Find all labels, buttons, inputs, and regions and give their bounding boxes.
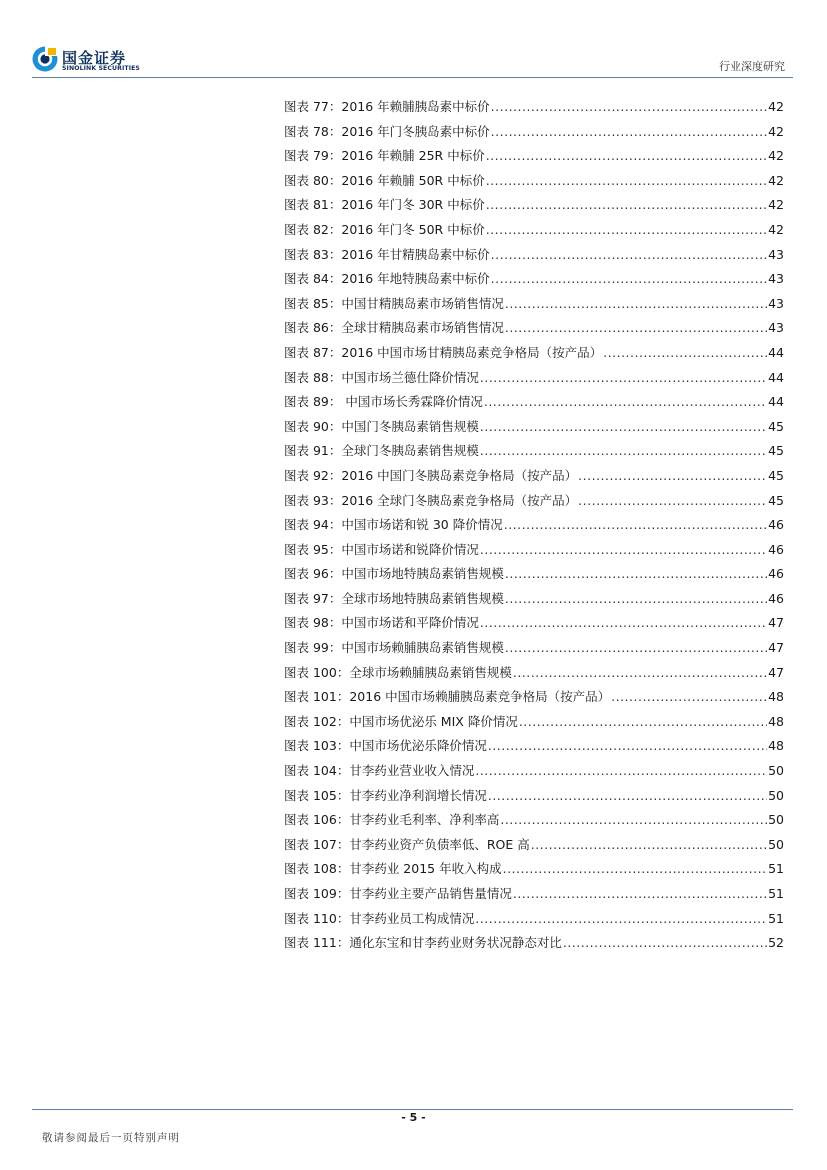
toc-dot-leader <box>519 715 767 729</box>
toc-entry-page: 51 <box>768 910 784 926</box>
toc-entry-title: 图表 106：甘李药业毛利率、净利率高 <box>284 812 500 828</box>
toc-entry-title: 图表 93：2016 全球门冬胰岛素竞争格局（按产品） <box>284 492 578 508</box>
toc-entry-page: 42 <box>768 172 784 188</box>
toc-dot-leader <box>563 936 767 950</box>
toc-dot-leader <box>505 641 767 655</box>
toc-entry[interactable] <box>284 420 784 445</box>
toc-entry[interactable] <box>284 469 784 494</box>
toc-entry-page: 42 <box>768 148 784 164</box>
toc-entry[interactable] <box>284 174 784 199</box>
toc-entry[interactable] <box>284 543 784 568</box>
toc-entry-page: 45 <box>768 418 784 434</box>
toc-entry-page: 48 <box>768 689 784 705</box>
toc-entry-page: 48 <box>768 738 784 754</box>
toc-entry-page: 45 <box>768 443 784 459</box>
toc-entry-page: 44 <box>768 369 784 385</box>
toc-dot-leader <box>505 592 767 606</box>
toc-entry-page: 45 <box>768 492 784 508</box>
toc-entry-title: 图表 98：中国市场诺和平降价情况 <box>284 615 479 631</box>
toc-entry[interactable] <box>284 912 784 937</box>
toc-dot-leader <box>480 420 767 434</box>
page-header <box>0 0 827 80</box>
toc-entry[interactable] <box>284 887 784 912</box>
header-divider <box>32 77 793 78</box>
toc-entry-title: 图表 82：2016 年门冬 50R 中标价 <box>284 221 485 237</box>
toc-entry-title: 图表 100：全球市场赖脯胰岛素销售规模 <box>284 664 512 680</box>
toc-dot-leader <box>505 297 767 311</box>
company-logo <box>32 46 160 76</box>
toc-entry-page: 42 <box>768 221 784 237</box>
toc-entry[interactable] <box>284 272 784 297</box>
toc-entry-page: 52 <box>768 935 784 951</box>
toc-dot-leader <box>475 764 767 778</box>
report-type-label: 行业深度研究 <box>719 60 785 73</box>
toc-entry[interactable] <box>284 739 784 764</box>
toc-entry-title: 图表 78：2016 年门冬胰岛素中标价 <box>284 123 490 139</box>
toc-entry[interactable] <box>284 321 784 346</box>
page-number: - 5 - <box>401 1111 426 1124</box>
toc-dot-leader <box>531 838 767 852</box>
toc-entry[interactable] <box>284 690 784 715</box>
toc-entry-title: 图表 104：甘李药业营业收入情况 <box>284 763 475 779</box>
toc-entry[interactable] <box>284 666 784 691</box>
toc-entry-title: 图表 102：中国市场优泌乐 MIX 降价情况 <box>284 713 518 729</box>
toc-entry-page: 43 <box>768 295 784 311</box>
footer-divider <box>32 1109 793 1110</box>
toc-dot-leader <box>491 125 767 139</box>
toc-entry-page: 44 <box>768 394 784 410</box>
toc-entry-page: 43 <box>768 271 784 287</box>
toc-entry-title: 图表 88：中国市场兰德仕降价情况 <box>284 369 479 385</box>
toc-dot-leader <box>491 100 767 114</box>
toc-entry-title: 图表 83：2016 年甘精胰岛素中标价 <box>284 246 490 262</box>
toc-dot-leader <box>505 567 767 581</box>
toc-dot-leader <box>480 616 767 630</box>
logo-mark-icon <box>32 46 58 72</box>
toc-entry[interactable] <box>284 838 784 863</box>
toc-dot-leader <box>513 666 767 680</box>
toc-entry[interactable] <box>284 641 784 666</box>
toc-dot-leader <box>513 887 767 901</box>
toc-dot-leader <box>488 739 767 753</box>
toc-entry-page: 42 <box>768 197 784 213</box>
toc-entry-title: 图表 92：2016 中国门冬胰岛素竞争格局（按产品） <box>284 467 578 483</box>
toc-entry-title: 图表 94：中国市场诺和锐 30 降价情况 <box>284 517 503 533</box>
toc-entry-title: 图表 79：2016 年赖脯 25R 中标价 <box>284 148 485 164</box>
toc-dot-leader <box>500 813 767 827</box>
toc-entry-page: 46 <box>768 517 784 533</box>
toc-entry[interactable] <box>284 223 784 248</box>
toc-dot-leader <box>504 518 767 532</box>
toc-entry[interactable] <box>284 444 784 469</box>
toc-entry-page: 47 <box>768 640 784 656</box>
logo-text-en: SINOLINK SECURITIES <box>62 65 140 72</box>
toc-entry-page: 48 <box>768 713 784 729</box>
toc-entry[interactable] <box>284 371 784 396</box>
toc-entry-page: 42 <box>768 123 784 139</box>
toc-entry-page: 47 <box>768 615 784 631</box>
toc-dot-leader <box>480 543 767 557</box>
toc-entry[interactable] <box>284 395 784 420</box>
toc-entry-title: 图表 77：2016 年赖脯胰岛素中标价 <box>284 99 490 114</box>
toc-entry[interactable] <box>284 346 784 371</box>
toc-entry[interactable] <box>284 789 784 814</box>
toc-entry-page: 46 <box>768 566 784 582</box>
toc-entry[interactable] <box>284 494 784 519</box>
toc-entry[interactable] <box>284 125 784 150</box>
toc-entry[interactable] <box>284 100 784 125</box>
toc-entry-page: 46 <box>768 590 784 606</box>
toc-dot-leader <box>505 321 767 335</box>
toc-dot-leader <box>578 469 767 483</box>
toc-entry-title: 图表 81：2016 年门冬 30R 中标价 <box>284 197 485 213</box>
toc-entry-title: 图表 89： 中国市场长秀霖降价情况 <box>284 394 483 410</box>
toc-entry-title: 图表 96：中国市场地特胰岛素销售规模 <box>284 566 504 582</box>
toc-entry[interactable] <box>284 149 784 174</box>
toc-entry[interactable] <box>284 715 784 740</box>
toc-entry[interactable] <box>284 592 784 617</box>
toc-entry-title: 图表 80：2016 年赖脯 50R 中标价 <box>284 172 485 188</box>
toc-dot-leader <box>480 444 767 458</box>
toc-entry[interactable] <box>284 297 784 322</box>
toc-dot-leader <box>486 149 767 163</box>
toc-entry[interactable] <box>284 813 784 838</box>
toc-entry-title: 图表 111：通化东宝和甘李药业财务状况静态对比 <box>284 935 562 951</box>
toc-dot-leader <box>491 248 767 262</box>
toc-entry-title: 图表 87：2016 中国市场甘精胰岛素竞争格局（按产品） <box>284 344 603 360</box>
toc-entry-page: 44 <box>768 344 784 360</box>
toc-dot-leader <box>603 346 767 360</box>
toc-dot-leader <box>486 223 767 237</box>
toc-entry-page: 50 <box>768 787 784 803</box>
toc-entry-page: 50 <box>768 836 784 852</box>
logo-text-cn: 国金证券 <box>62 49 127 67</box>
toc-entry-page: 43 <box>768 246 784 262</box>
toc-entry-title: 图表 90：中国门冬胰岛素销售规模 <box>284 418 479 434</box>
toc-entry-title: 图表 84：2016 年地特胰岛素中标价 <box>284 271 490 287</box>
toc-entry-title: 图表 110：甘李药业员工构成情况 <box>284 910 475 926</box>
toc-dot-leader <box>611 690 767 704</box>
toc-entry[interactable] <box>284 616 784 641</box>
toc-entry-title: 图表 101：2016 中国市场赖脯胰岛素竞争格局（按产品） <box>284 689 611 705</box>
disclaimer-note: 敬请参阅最后一页特别声明 <box>42 1132 180 1144</box>
toc-entry-page: 50 <box>768 812 784 828</box>
toc-entry-title: 图表 108：甘李药业 2015 年收入构成 <box>284 861 502 877</box>
toc-entry-page: 46 <box>768 541 784 557</box>
toc-entry-title: 图表 109：甘李药业主要产品销售量情况 <box>284 886 512 901</box>
toc-entry[interactable] <box>284 518 784 543</box>
toc-dot-leader <box>491 272 767 286</box>
toc-entry-page: 47 <box>768 664 784 680</box>
toc-dot-leader <box>486 174 767 188</box>
toc-entry-page: 42 <box>768 99 784 114</box>
toc-entry-title: 图表 103：中国市场优泌乐降价情况 <box>284 738 487 754</box>
toc-dot-leader <box>486 198 767 212</box>
toc-entry-title: 图表 86：全球甘精胰岛素市场销售情况 <box>284 320 504 336</box>
toc-entry-page: 43 <box>768 320 784 336</box>
toc-entry-page: 51 <box>768 886 784 901</box>
toc-entry[interactable] <box>284 198 784 223</box>
toc-entry-page: 50 <box>768 763 784 779</box>
toc-entry-title: 图表 85：中国甘精胰岛素市场销售情况 <box>284 295 504 311</box>
table-of-figures <box>284 100 784 961</box>
toc-dot-leader <box>578 494 767 508</box>
toc-dot-leader <box>484 395 767 409</box>
toc-entry[interactable] <box>284 936 784 961</box>
toc-entry-title: 图表 107：甘李药业资产负债率低、ROE 高 <box>284 836 530 852</box>
toc-entry-page: 45 <box>768 467 784 483</box>
toc-dot-leader <box>503 862 768 876</box>
toc-entry-title: 图表 97：全球市场地特胰岛素销售规模 <box>284 590 504 606</box>
toc-dot-leader <box>488 789 767 803</box>
toc-entry-page: 51 <box>768 861 784 877</box>
toc-entry-title: 图表 99：中国市场赖脯胰岛素销售规模 <box>284 640 504 656</box>
toc-entry-title: 图表 91：全球门冬胰岛素销售规模 <box>284 443 479 459</box>
toc-entry[interactable] <box>284 248 784 273</box>
toc-entry[interactable] <box>284 764 784 789</box>
toc-entry[interactable] <box>284 567 784 592</box>
toc-entry[interactable] <box>284 862 784 887</box>
toc-entry-title: 图表 95：中国市场诺和锐降价情况 <box>284 541 479 557</box>
toc-dot-leader <box>475 912 767 926</box>
toc-dot-leader <box>480 371 767 385</box>
toc-entry-title: 图表 105：甘李药业净利润增长情况 <box>284 787 487 803</box>
